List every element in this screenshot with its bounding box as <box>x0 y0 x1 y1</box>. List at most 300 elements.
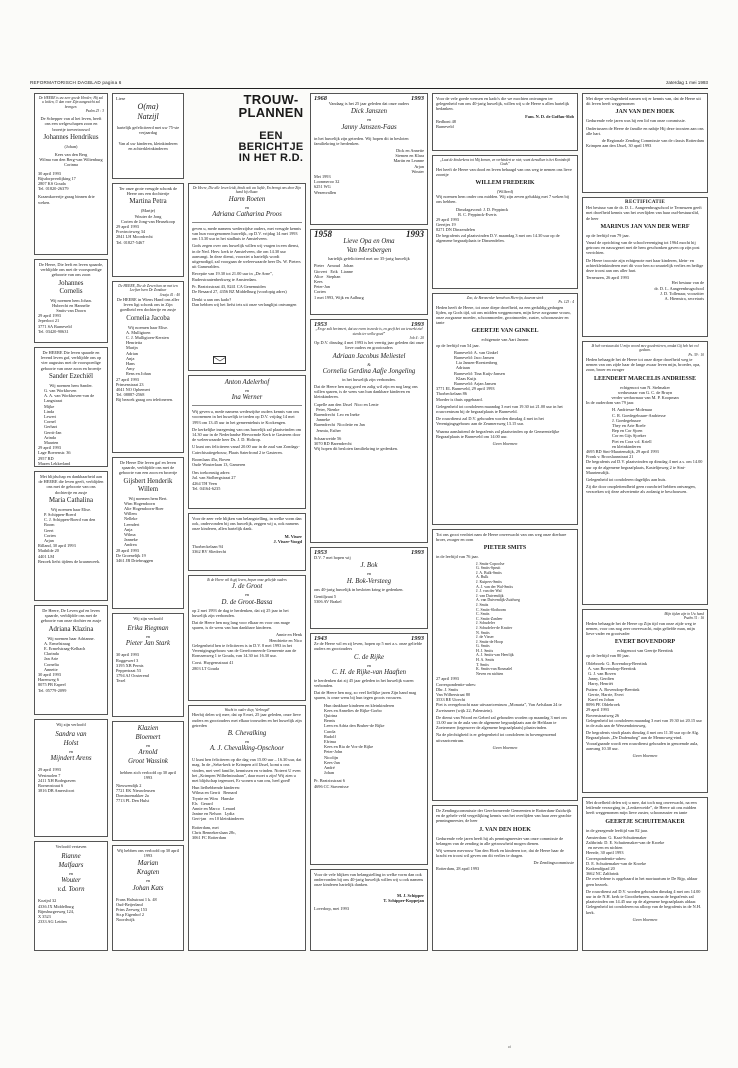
anniversary-janszen <box>310 93 428 225</box>
announcement-text-2: Wij noemen hem onder ons midden. Wij zijn zeven gelukkig met 7 weken bij ons hebben. <box>436 194 569 205</box>
announcement-text-3: Receptie van 19.30 tot 21.00 uur in „De Arne”, Ruderstraatenberkweg te Amsterdam. <box>192 271 274 282</box>
announcement-text-2: ons 40-jarig huwelijk in besloten kring te gedenken. <box>314 586 404 592</box>
info-2: Gelegenheid tot condoleren maandag 3 mei van 19.30 tot 21.00 uur in het rouwcentrum bij de begraafplaats te Barneveld. <box>436 403 563 415</box>
family: Oldebroek: G. Bovendorp-Beertink A. van Bovendorp-Beertink G. J. van Boven Janny, Gerdien Harry, Henriët Putten: A. Bovendorp-Beertink Gerrie, Harrie, Evert Karel en Johan <box>586 660 647 703</box>
name-1: Adriaan Jacobus Meliestel <box>332 352 406 360</box>
address: Correspondentie-adres: D. E. Schuitemaker-van de Kroeke Krakendijpad 20 3662 NC Zaltbrink <box>586 855 647 877</box>
deceased-name: J. VAN DEN HOEK <box>479 826 531 833</box>
address: Thorbeckelaan 86 <box>436 391 467 397</box>
recipient-name: Liese <box>116 96 126 101</box>
announcement-text-2: Gods zegen over ons huwelijk willen wij vragen in een dienst, in de Ned. Herv. kerk te Amstelveen, die om 14.30 uur aanvangt. In deze dienst, voorziet u hartelijk wordt uitgenodigd, zal voorgaan de weleerwaarde heer Ds. W. Pieters uit Gameralden. <box>192 243 301 270</box>
deceased-name: WILLEM FREDERIK <box>475 180 535 186</box>
groom-name: Harm Roeten <box>228 195 266 203</box>
engagement-heading: Wij hebben ons verloofd op 30 april 1993 <box>116 848 180 859</box>
address: Lovedorp, mei 1993 <box>314 906 349 912</box>
announcement-text-2: te herdenken dat zij 45 jaar geleden in het huwelijk waren verbonden. <box>314 677 414 689</box>
family: H. Andriesse-Molenaar C. R. Goedegebuure-Andriesse J. Goedegebuure They en Arie Roele Bep en Cor Sjoen Cor en Gijs Sjoeker Piet en Cora v.d. Kriell en kleinkinderen <box>612 407 666 449</box>
name-2: Cornelia Gerdina Aafje Jongeling <box>322 367 416 375</box>
engagement-heading: Wij zijn verloofd <box>56 722 86 727</box>
announcement-text: Het bestuur van de dr. D. L. Aangeenbrugschool te Terneuzen geeft met droefheid kennis van het overlijden van haar oud-bestuurslid, de heer <box>586 205 702 221</box>
deceased-name: JAN VAN DEN HOEK <box>615 109 675 116</box>
no-flowers: Geen bloemen <box>492 744 518 750</box>
engagement-rianne-wouter <box>34 841 108 951</box>
child-nickname: (Johan) <box>64 143 78 149</box>
grandchildren: Pieter Arnoud Johan Giovert Erik Lianne Alice Stephan Kees Peter-Jan Corien <box>314 263 354 295</box>
future-address: Ons toekomstig adres: Jul. van Stolbergstraat 27 4264 TH Veen Tel. 04164-6235 <box>192 470 236 491</box>
announcement-text: Het heeft de Heere van dood en leven behaagd van ons weg te nemen ons lieve zoontje <box>436 166 572 177</box>
children-heading: Hun liefhebbende kinderen: <box>192 785 240 791</box>
announcement-text-3: Dat de Heere hen nog goed en zalig wil zijn en nog lang ons willen sparen, is de wens van hun dankbare kinderen en kleinkinderen. <box>314 383 418 400</box>
parents: Kees van den Berg Wilma van den Berg-van Wiltenburg Corinna <box>39 152 103 168</box>
address: Roggewerf 3 3195 XB Pernis Peppertraat 53 1794 AJ Oosterend Texel <box>116 657 149 684</box>
info-1: De begrafenis zal D.V. plaatsvinden op dinsdag 4 mei a.s. om 14.00 uur op de algemene begraafplaats, Kastelijnweg 2 te Sint-Maartensdijk. <box>586 459 703 475</box>
announcement-text-3: Dat de Heere hen nog, zo veel lieflijke jaren Zijn hand mag sparen, is onze wens bij hun tegen groots vrouwen. <box>314 690 417 701</box>
funeral-info: De begrafenis zal plaatsvinden D.V. maandag 3 mei om 14.30 uur op de algemene begraafplaats te Dinxendelen. <box>436 232 560 243</box>
address: De Groenelijk 19 3461 JB Driebruggen <box>116 552 153 564</box>
year-start: 1953 <box>314 321 327 328</box>
name-3: Mijndert Arens <box>50 755 92 763</box>
name-2: H. Bok-Versteeg <box>346 577 392 585</box>
info-2: De dienst van Woord en Gebed zal gehouden worden op maandag 3 mei om 13.00 uur in de aula van de algemene begraafplaats aan de Heftlaan te Zoetermeer (tegenover de algemene begraafplaats) plaatsvinden. <box>436 714 567 731</box>
year-end: 1993 <box>406 229 424 239</box>
announcement-text: Heden behaagde het de Heere op Zijn tijd van onze zijde weg te nemen, voor ons nog zeer onverwacht, mijn geliefde man, mijn lieve vader en grootvader <box>586 620 697 636</box>
quote: Ik de Heere wil ik gij leven, hopen onze geliefde ouders <box>207 578 287 582</box>
announcement-text-2: U kunt hen feliciteren op die dag van 15.00 uur – 16.30 uur, dat mag. In de „Seba-kerk te Krimpen a/d IJssel, komt u ons vinden, met veel familie, kennissen en vrinden. Noteert U even het „Krimpen Wilhelminalaan”, daar moet u zijn! Wij zien u met blijdschap tegemoet, Er wonen u van ons, heel goed! <box>192 757 302 783</box>
announcement-text: geven u, mede namens wederzijdse ouders, met vreugde kennis van hun voorgenomen huwelijk, op D.V. vrijdag 14 mei 1993 om 13.30 uur in het stadhuis te Amstelveen. <box>192 225 302 242</box>
age-text: op de leeftijd van 54 jaar. <box>436 342 480 348</box>
and-word: en <box>145 743 151 748</box>
quote-ref: Ps. 123 : 4 <box>558 300 574 305</box>
year-end: 1993 <box>411 549 424 556</box>
engagement-heading: Wij zijn verloofd <box>133 616 163 621</box>
announcement-text: De Zendingscommissie der Gereformeerde Gemeenten te Rotterdam-Zuidwijk en de gehele veld vergetlijking kennis van het overlijden van haar zeer geachte penningmeester, de heer <box>436 808 572 824</box>
announcement-text-2: De kerkelijke inzegening van ons huwelijk zal plaatsvinden om 14.30 uur in de Nederlandse Hervormde Kerk te Gasteren door de weleerwaarde heer Ds. J. D. Holtrop. <box>192 426 302 443</box>
promo-line-4: BERICHTJE <box>238 141 304 153</box>
name-1: Klazien <box>137 725 159 732</box>
engagement-klazien-arnold <box>112 721 184 841</box>
date: 30 april 1993 <box>38 672 61 678</box>
announcement-text: Op D.V. dinsdag 4 mei 1993 is het veertig jaar geleden dat onze lieve ouders en grootouders <box>314 340 424 351</box>
address: Geertjes 19 8271 DN Dinxendelen <box>436 222 475 233</box>
age-text: op de leeftijd van 80 jaar. <box>586 653 630 659</box>
parents: Wim Hogendoorn Alie Hogendoorn-Boer Willem Nelleke Leendert Anja Wilma Janneke Andrea <box>124 500 164 548</box>
quote: Zoo, de Boronerder hemelvan Hiervijn, daarom sterk <box>466 296 544 300</box>
address: Pr. Beatrixstraat 6 4696 CC Stavenisse <box>314 778 349 789</box>
page-footer-mark: cl <box>508 1044 511 1049</box>
promo-line-3: EEN <box>259 130 283 142</box>
age-text: in de leeftijd van 76 jaar. <box>436 554 479 560</box>
family: Barneveld: A. van Ginkel Barneveld: Jaco Jansen Lia Jansen-Roestenberg Adriaan Barneveld: Tina Kuijs-Jansen Klaas Kuijs Barneveld: Arjan Jansen <box>454 349 505 387</box>
name-2: Malfaars <box>58 862 84 870</box>
family: Amsterdam: G. Kaai-Schuitemaker Zaltbrink: D. E. Schuitemaker-van de Kroeke en neven en nichten <box>586 834 665 851</box>
address: Fronk v. Brooslaanstraat 21 <box>586 454 634 460</box>
obituary-j-van-den-hoek-zending <box>432 805 578 951</box>
and-word: en <box>68 749 74 755</box>
child-nickname: (Martje) <box>140 208 156 214</box>
footnote: Wij hopen dit besloten familiekring te gedenken. <box>314 446 398 452</box>
children: Capelle aan den IJssel Nico en Lenie Peter, Nienke Barendrecht Leo en Ineke Janneke Barendrecht Nicolette en Jan Jesmia, Esther <box>314 401 379 433</box>
name-4: v.d. Toorn <box>57 886 85 894</box>
name-3: Johan Kats <box>132 884 164 892</box>
date: 30 april 1993 <box>38 170 61 176</box>
announcement-text: hartelijk gefeliciteerd met uw 35-jarig huwelijk <box>328 256 410 262</box>
footnote: Bezoek liefst tijdens de kraamweek. <box>38 558 101 564</box>
children: Wilma en Gerrit Bernard Trynie en Wim Hanske Els Gerard Annie en Marco Lenard Janine en Nelson Lydia Gert-jan en 10 kleinkinderen <box>192 790 244 822</box>
announcement-text: De Heere, De Leven gaf en leven spaarde, verblijdde ons met de geboorte van onze dochter en zusje <box>40 608 102 624</box>
date: 4695 BD Sint-Maartensdijk, 29 april 1993 <box>586 448 659 454</box>
anniversary-de-rijke <box>310 633 428 865</box>
anniversary-chevalking <box>188 705 306 951</box>
address: Lage Boerenstr. 36 2957 RD Mazen Lekkerland <box>38 450 71 466</box>
and-word: en <box>244 388 250 393</box>
spouse-info: echtgenoot van N. Stelmaker weduwnaar van G. C. de Bruyn verder weduwnaar van M. P. Koopman <box>611 384 679 400</box>
anniversary-van-mersbergen <box>310 229 428 315</box>
promo-line-1: TROUW- <box>243 93 299 107</box>
and-word: en <box>68 871 74 877</box>
name-3: Arnold <box>138 749 158 757</box>
thanks: Wij noemen haar Elise. <box>127 324 169 330</box>
address: Prinsenstraat 23 4041 NO Ophemert Tel. 08887-2568 <box>116 381 151 398</box>
announcement-text-2: in het huwelijk zijn verbonden. <box>342 376 396 382</box>
address: Schaarweide 56 3070 RD Barendrecht <box>314 435 352 446</box>
announcement-text-2: in het huwelijk zijn getreden. Wij hopen dit in besloten familiekring te herdenken. <box>314 135 409 146</box>
date: Terneuzen, 26 april 1993 <box>586 275 629 281</box>
announcement-text: De Heere Die leven gaf en leven spaarde, verblijdde ons met de geboorte van een zoon en broertje <box>118 460 178 476</box>
announcement-text: De Heere, Die leeft en leven spaarde, verblijdde ons met de voorspoedige geboorte van ons zoon <box>38 262 104 278</box>
parents: A. Mulligtoen C. J. Mulligtoen-Kersten Henrietta Marijn Adrian Anja Hans Amy Rens en Johan <box>126 329 169 377</box>
thanks-de-goffau <box>432 93 578 151</box>
year-end: 1993 <box>411 321 424 328</box>
child-name: Sander Ezechiël <box>49 372 93 380</box>
name-1: J. de Groot <box>231 583 263 591</box>
birth-announcement-johannes-cornelis <box>34 259 108 343</box>
birth-announcement-cornelia-jacoba <box>112 281 184 453</box>
signature: Fam. N. D. de Goffau-Slob <box>525 113 574 119</box>
name-2: Janny Janszen-Faas <box>341 123 397 131</box>
deceased-nickname: (Wilfred) <box>496 189 514 194</box>
date: 29 april 1993 <box>116 224 139 230</box>
year-start: 1958 <box>314 229 332 239</box>
year-start: 1943 <box>314 635 327 642</box>
birthday-oma-natzijl <box>112 93 184 179</box>
child-name: Johannes <box>58 279 84 287</box>
address: Westmolen 7 2411 XH Bodegraven Borneostraat 6 3816 DB Amersfoort <box>38 772 76 794</box>
no-flowers: Geen bloemen <box>632 916 658 922</box>
address: Nieuwendijk 2 7721 EK Nieuwleusen Dominoenakker 2a 7713 PL Den Hulst <box>116 782 155 804</box>
promo-line-2: PLANNEN <box>238 105 304 120</box>
birth-announcement-adriana-klazina <box>34 605 108 715</box>
year-end: 1993 <box>411 635 424 642</box>
bride-name: Adriana Catharina Proos <box>212 210 282 218</box>
footnote: Denkt u aan ons kado? Dan hebben wij het liefst iets uit onze verlanglijst ontvangen <box>192 297 297 308</box>
year-end: 1993 <box>411 95 424 102</box>
deceased-name: GEERTJE VAN GINKEL <box>471 328 539 335</box>
thanks: Wij noemen hem Johan. <box>50 297 92 303</box>
header-date: zaterdag 1 mei 1993 <box>666 80 708 85</box>
date: 29 april 1993 <box>38 313 61 319</box>
title: O(ma) <box>137 102 159 112</box>
date: 30 april 1993 <box>116 652 139 658</box>
wedding-harm-adriana <box>188 183 306 371</box>
announcement-text-3: Wij wensen mevrouw Van den Hoek en kinderen toe, dat de Heere haar de kracht en troost wil geven om dit verlies te dragen. <box>436 848 564 859</box>
and-word: & <box>367 361 371 367</box>
page-header <box>30 79 708 89</box>
announcement-text: Tot ons groot verdriet nam de Heere onverwacht van ons weg onze dierbare broer, zwager en oom <box>436 532 567 543</box>
footnote: Kraamkavertje graag binnen drie weken. <box>38 194 95 205</box>
info-3: Na de plechtigheid is er gelegenheid tot condoleren in bovengenoemd uitvaartcentrum. <box>436 732 557 743</box>
name-2: C. H. de Rijke-van Haaften <box>332 668 406 676</box>
announcement-text: Voor de zeer vele blijken van belangstelling, in welke vorm dan ook, ondervonden bij ons huwelijk, zeggen wij u, ook namens onze kinderen, allen hartelijk dank. <box>192 516 302 532</box>
info-2: De Heere troooste zijn echtgenote met haar kinderen, klein- en achterkleinkinderen met dit voor hen zo smartelijk verlies en heilige deze troost aan ons aller hart. <box>586 257 704 274</box>
announcement-text: De HEERE in Wiens Hand ons aller leven ligt schonk ons in Zijn goedheid een dochtertje en zusje <box>116 296 180 313</box>
no-flowers: Geen bloemen <box>492 441 518 447</box>
date: 29 april 1993 <box>436 217 459 223</box>
deceased-name: PIETER SMITS <box>483 545 527 552</box>
announcement-text: Heden heeft de Heere, tot onze diepe droefheid, na een geduldig gedragen lijden, op Gods tijd, uit ons midden weggenomen, mijn lieve zorgzame vrouw, onze zorgzame moeder, schoonmoeder, grootmoeder, zuster, schoonzuster en tante <box>436 304 571 326</box>
info-2: Gelegenheid tot condoleren dagelijks aan huis. <box>586 476 667 482</box>
child-name-2: Willem <box>137 485 159 493</box>
quote-ref: Psalm 23 : 3 <box>85 108 104 113</box>
address: Bijsdorpverdijking 17 2807 KS Gouda Tel. 01820-26379 <box>38 175 76 192</box>
info-4: Waarna aansluitend de begrafenis zal plaatsvinden op de Gemeentelijke Begraafplaats te Barneveld om 14.00 uur. <box>436 428 560 439</box>
date: 29 april 1993 <box>38 445 61 451</box>
announcement-text: Wij geven u, mede namens wederzijdse ouders kennis van ons voornemen in het huwelijk te treden op D.V. vrijdag 14 mei 1993 om 13.45 uur in het gemeentehuis te Kockengen. <box>192 409 300 425</box>
address: Harenweg 6 8075 PB Eapeel Tel. 05779-2099 <box>38 677 67 693</box>
and-word: en <box>244 592 250 598</box>
birth-announcement-maria-cathalina <box>34 471 108 601</box>
deceased-name: LEENDERT MARCELIS ANDRIESSE <box>593 375 697 382</box>
name-1: C. de Rijke <box>353 653 384 661</box>
obituary-evert-bovendorp <box>582 609 708 793</box>
obituary-marinus-van-der-werf <box>582 197 708 337</box>
quote: Ik heb verstaan dat U mijn woord mee goedertieren, omdat Gij heb het vol gedaan. <box>591 344 699 353</box>
name-1: Dick Janszen <box>350 108 388 116</box>
child-name: Johannes Hendrikus <box>43 133 99 141</box>
quote: Mijn tijden zijn in Uw hand <box>664 612 704 616</box>
thanks: Wij noemen hem Sander. <box>49 382 93 388</box>
signature: de Regionale Zending Commissie van de classis Rotterdam <box>601 138 704 144</box>
address: Mathilde 20 4401 LM <box>38 548 59 559</box>
wedding-anton-ina <box>188 375 306 509</box>
announcement-text: Ter onze grote vreugde schonk de Heere ons een dochtertje <box>118 186 178 197</box>
name-1: Erika Riegman <box>127 625 169 633</box>
address: Pr. Beatrixstraat 43, 8241 CA Genemuiden De Besaard 27, 4356 BZ Middelburg (voorlopig adres) <box>192 283 287 295</box>
name-1: Marian <box>137 860 159 868</box>
name-2: Pieter Jan Stark <box>125 640 171 648</box>
and-word: en <box>145 634 151 640</box>
signature: M. Visser J. Visser-Voogd <box>273 533 302 544</box>
engagement-heading: Verloofd vertaven <box>55 844 87 849</box>
birth-announcement-sander <box>34 347 108 467</box>
age-text: In de ouderdom van 79 jaar. <box>586 400 635 406</box>
announcement-text-2: Dat de Heere hen nog lang voor elkaar en voor ons mage sparen, is de wens van hun dankbare kinderen. <box>192 619 290 631</box>
announcement-text: Heden behaagde het de Heere tot onze diepe droefheid weg te nemen van ons zijde haar de lange zwaar leven mijn, broeder, opa, zoon, broer en zwager <box>586 356 701 373</box>
parents: Hubrecht en Hannelie Smits-van Doorn <box>52 302 90 314</box>
date: 29 april 1993 <box>38 767 61 773</box>
info-3: De rouwdienst zal D.V. gehouden worden dinsdag 4 mei in het Verenigingsgebouw aan de Zeumersweg 13.15 uur. <box>436 416 544 427</box>
child-name-2: Cornelis <box>59 287 83 295</box>
announcement-text: hebben zich verloofd op 30 april 1993 <box>120 770 176 781</box>
quote: „Laat de kinderkens tot Mij komen, en verhindert ze niet; want derzulken is het Koninkrijk Gods” <box>439 158 571 167</box>
envelope-icon <box>213 356 226 364</box>
address: Mei 1993 Loonmeroo 32 6251 WG Wezenvallen <box>314 174 340 195</box>
address: Gentiljzaat 5 5306 AV Brakel <box>314 593 342 605</box>
address: Correspondentie-adres: Dhr. J. Smits Van Wilberstraat 80 3533 RE Utrecht <box>436 681 477 703</box>
date: 1 mei 1993, Wijk en Aalburg <box>314 294 364 300</box>
announcement-text: Hierbij delen wij mee, dat op 8 mei, 25 jaar geleden, onze lieve ouders en grootouders met elkaar trouwden en het huwelijk zijn getreden <box>192 712 302 728</box>
quote-ref: Jesaja 41 : 40 <box>159 292 180 297</box>
quote: De Heere, Die alle leven leidt, bindt ook uw liefde, En brengt ons door Zijn hand bij elkaar. <box>192 186 302 195</box>
name-1: Lieve Opa en Oma <box>343 238 395 246</box>
address: Thorbeckelaan 94 3362 BV Sliedrecht <box>192 544 227 555</box>
obituary-geertje-schuitemaker <box>582 797 708 951</box>
age-text: in de gezegende leeftijd van 82 jaar. <box>586 827 648 833</box>
announcement-text: Met diepe verslagenheid namen wij er kennis van, dat de Heere uit dit leven heeft weggenomen <box>586 96 701 107</box>
obituary-geertje-van-ginkel <box>432 293 578 525</box>
children: Annie en Henk Hendriette en Nico <box>269 632 302 643</box>
engagement-marian-johan <box>112 845 184 951</box>
children: Hun dankbare kinderen en kleinkinderen Kees en Annelies de Rijke-Gorbo Quirina Bernis Leen en Adria den Bruber-de Rijke Carola Rudolf Efrima Kees en Ria de Vos-de Rijke Peter-John Nicolijn Kees-Jan André Johan <box>324 702 395 776</box>
address: Kozijnl 32 4336 JX Middelburg Bijnsburgerweg 124, X 3523 2333 AG Leiden <box>38 898 74 925</box>
announcement-text: De Schepper van al het leven, heeft ons een welgeschapen zoon en broertje toevertrouwd <box>40 116 102 132</box>
name-2: D. de Groot-Bassa <box>221 598 273 606</box>
anniversary-de-groot <box>188 575 306 701</box>
and-word: en <box>145 878 151 884</box>
announcement-text-3: Gelegenheid hen te feliciteren is in D.V. 8 mei 1993 in het Verenigingsgebouw van de Gereformeerde Gemeente aan de Ronssenweg 1 te Gouda, van 14.30 tot 16.30 uur. <box>192 642 297 659</box>
announcement-text: Voor de vele blijken van belangstelling in welke vorm dan ook ondervonden bij ons 40-jarig huwelijk willen wij u ook namens onze kinderen hartelijk danken. <box>314 872 424 888</box>
birth-announcement-martina-petra <box>112 183 184 277</box>
announcement-text-3: Ondertussen de Heere de familie en nabije Hij deze troosten aan ons alle hart. <box>586 125 704 136</box>
anniversary-bok <box>310 547 428 629</box>
signature: Het bestuur van de dr. D. L. Aangeenbrugschool J. D. Tollenaar, voorzitter A. Hiemstra, secretaris <box>654 280 704 302</box>
promo-line-5: IN HET R.D. <box>238 152 304 164</box>
quote-ref: Ps. 39 : 10 <box>688 352 704 357</box>
parents: Wouter de Jong Corien de Jong-van Heusekoop <box>120 213 176 224</box>
children: Dick en Annette Siemen en Klara Martin en Leanne Arjan Wouter <box>393 148 424 174</box>
address: Bedhoni 48 Barneveld <box>436 118 456 130</box>
announcement-text: Ze de Heere wil en zij leven, hopen op 5 mei a.s. onze geliefde ouders en grootouders <box>314 641 423 652</box>
name-1: Sandra van <box>55 731 87 739</box>
family: J. Smits-Copoolse G. Smits-Spruit J. A. Bulk-Smits A. Bulk J. Kuipers-Smits A. J. van der Wal-Smits J. J. van der Wal J. van Duivendijk A. van Duivendijk-Zuidweg J. Smits C. Smits-Slotboom C. Smits C. Smits-Zanleer J. Schudeler J. Schudeler-de Kruiter N. Smits J. de Visser J. Smits-de Hoop G. Smits H. J. Smits A. J. Smits-van Heerlijk H. A. Smits T. Smits K. Smits-van Rosmalel Neven en nichten <box>476 561 520 676</box>
date: 3771 EL Barneveld, 29 april 1993 <box>436 386 495 392</box>
no-flowers: Geen bloemen <box>632 753 658 759</box>
child-name: Martina Petra <box>129 198 167 206</box>
date-address: 8096 PE Oldebroek 29 april 1993 Bovenstraatweg 26 <box>586 702 620 718</box>
and-word: en <box>366 117 372 123</box>
address: Frans Halsstraat 1 k. 48 Oud-Beijerland Prins Zeeweg 153 Str.p Eigenhof 2 Noordwijk <box>116 896 157 923</box>
announcement-text: D.V. 7 mei hopen wij <box>314 555 351 561</box>
year-start: 1968 <box>314 95 327 102</box>
parents: G. van Workhoven A. A. van Workhoven-van de Langstraat Mijke Linda Leweri Cornel Gerhart Gerrit-Jan Arinda Maarten <box>44 388 95 446</box>
name-2: Holst <box>63 740 79 748</box>
date: 27 april 1993 <box>116 376 139 382</box>
spouse-info: echtgenote van Aart Jansen <box>481 337 529 343</box>
announcement-text-2: Gedurende vele jaren was hij een lid van onze commissie. <box>586 118 686 124</box>
info-1: Piet is overgebracht naar uitvaartcentrum „Monarta”, Van Aelstlaan 24 te Zwetsmeer (wijk 22, Palenstein). <box>436 702 562 713</box>
name-4: Groot Wassink <box>128 758 168 766</box>
info-2: De begrafenis vindt plaats dinsdag 4 mei om 11.30 uur op de Alg. Begraafplaats „De Dadenaheg” aan de Mennoweg-eind. Voorafgaande wordt een rouwdienst gehouden in genoemde aula, aanvang 10.30 uur. <box>586 730 699 751</box>
parents: A. Ermelstraag E. Ermelstraag-Kelbach Clarinda Jan Arie Cornelia Annette <box>44 640 86 672</box>
child-name: Maria Cathalina <box>49 496 93 504</box>
heading-quote: Wacht in ouder diep, Verbregd! <box>224 708 270 712</box>
spouse-info: echtgenoot van Geertje Beertink <box>617 648 673 654</box>
title-2: Natzijl <box>137 112 159 122</box>
date: Rotterdam, 28 april 1993 <box>436 865 480 871</box>
signature: De Zendingscommissie <box>533 860 574 866</box>
anniversary-meliestel <box>310 319 428 543</box>
announcement-text-2: Gedurende vele jaren heeft hij als penningmeester van onze commissie de belangen van de zending in alle getrouwheid mogen dienen. <box>436 835 564 846</box>
announcement-text: Met droefheid delen wij u mee, dat toch nog onverwacht, na een lettlende verzorging in „Lenkerweide”, de Heere uit ons midden heeft weggenomen mijn lieve zuster, schoonzuster en tante <box>586 800 697 816</box>
announcement-text: Met blijdschap en dankbaarheid aan de HEERE die leven geeft, verblijden ons met de geboorte van ons dochtertje en zusje <box>38 474 104 495</box>
address: Jeperlooi 21 3771 SA Barneveld Tel. 03420-90631 <box>38 318 72 334</box>
place-date: Krimpen aan den IJssel, 30 april 1993 <box>586 143 652 149</box>
thanks: Wij noemen haar Elise. <box>50 506 92 512</box>
name-2: Kragten <box>136 869 160 877</box>
info-1: Moeder is thuis opgebaard. <box>436 396 483 402</box>
engagement-erika-pieter <box>112 613 184 717</box>
birth-announcement-johannes-hendrikus <box>34 93 108 255</box>
info-1: Vanaf de oprichting van de schoolvereniging tot 1964 mocht hij getrouw en nauwgezet met de hem geschonken gaven op zijn post verrichten. <box>586 240 700 256</box>
date: Rilland, 30 april 1993 <box>38 543 76 549</box>
announcement-text: Vandaag is het 25 jaar geleden dat onze ouders <box>328 101 410 107</box>
and-word: en <box>244 204 250 210</box>
quote-ref: Psalm 31 : 16 <box>683 616 704 621</box>
name-3: Wouter <box>61 877 81 885</box>
announcement-text: De HEERE Die leven spaarde en levend leven gaf, verblijdde ons op vier augustus met de voorspoedige geboorte van onze zoon en broertje <box>40 350 102 371</box>
address: Provincieweg 34 2841 LH Moordrecht Tel. 01827-5467 <box>116 229 153 245</box>
and-word: en <box>244 738 250 744</box>
child-name: Adriana Klazina <box>48 625 94 633</box>
address: Boomlaan 45a, Boven Oude Wouterlaan 13, Gameren <box>192 456 246 468</box>
obituary-jan-van-den-hoek <box>582 93 708 193</box>
announcement-text: op 2 mei 1993 de dag te herdenken, dat zij 25 jaar in het huwelijk zijn verbonden. <box>192 607 289 618</box>
parents: P. Schippen-Boerd C. J. Schippen-Boerd van den Boom Geert Corien Arjan <box>44 512 96 544</box>
info-2: De rouwdienst zal D.V. worden gehouden dinsdag 4 mei om 14.00 uur in de N.H. kerk te Groothebenen, waarna de begrafenis zal plaatsvinden om 14.45 uur op de algemene begraafplaats aldaar. Gelegenheid tot condoleren na afloop van de begrafenis in de N.H. kerk. <box>586 888 702 915</box>
date: 27 april 1993 <box>436 676 459 682</box>
quote-ref: Job 4 : 20 <box>409 335 424 340</box>
quote: „En ge zult herinnert, dat uw roem in zeede is, en geeft het uw tewerkt ziel steeds ter welke goed” <box>315 327 423 336</box>
bride-name: Ina Werner <box>231 394 263 402</box>
name-1: Rianne <box>61 853 81 861</box>
groom-name: Anton Adelerhof <box>224 379 270 386</box>
footnote: Bij bezoek graag om telefoneren. <box>116 397 174 403</box>
info-3: Zij die door onoplettendheid geen rouwbrief hebben ontvangen, verzoeken wij deze advertentie als zodanig te beschouwen. <box>586 484 696 495</box>
name-2: A. J. Chevalking-Opschoor <box>210 745 284 753</box>
obituary-leendert-andriesse <box>582 341 708 605</box>
announcement-text: hartelijk gefeliciteerd met uw 75-ste verjaardag <box>116 125 180 136</box>
signature: M. J. Schipper T. Schipper-Koppejan <box>383 892 424 903</box>
info-1: De overledene is opgebaard in het mortuarium te De Rijp, aldaar geen bezoek. <box>586 876 698 887</box>
engagement-sandra-mijndert <box>34 719 108 837</box>
age-text: op de leeftijd van 79 jaar. <box>586 232 630 238</box>
date: 28 april 1993 <box>116 547 139 553</box>
child-name: Cornelia Jacoba <box>126 314 170 322</box>
year-start: 1953 <box>314 549 327 556</box>
and-word: en <box>366 571 372 577</box>
quote: De HEERE is uw zeer goede Herder; Hij zal u leiden, U dan voor Zijn aangezicht zal brengen. <box>38 96 104 109</box>
name-1: J. Bok <box>360 562 378 570</box>
date: Heerde, 30 april 1993 <box>586 850 624 856</box>
quote: De HEERE, Die de Zeven ban on met ten Leeften been De Zondaar <box>118 284 178 293</box>
newspaper-title: REFORMATORISCH DAGBLAD pagina 6 <box>30 80 122 85</box>
trouwplannen-promo <box>236 93 306 179</box>
birth-announcement-gijsbert <box>112 457 184 609</box>
thanks: Wij noemen hem Bert. <box>128 495 168 501</box>
obituary-pieter-smits <box>432 529 578 801</box>
and-word: en <box>366 662 372 668</box>
announcement-text: Voor de vele goede wensen en kado's die we mochten ontvangen ter gelegenheid van ons 40-jarig huwelijk, willen wij u de Heere u allen hartelijk bedanken. <box>436 96 570 112</box>
thanks: Wij noemen haar Adrianne. <box>47 635 95 641</box>
